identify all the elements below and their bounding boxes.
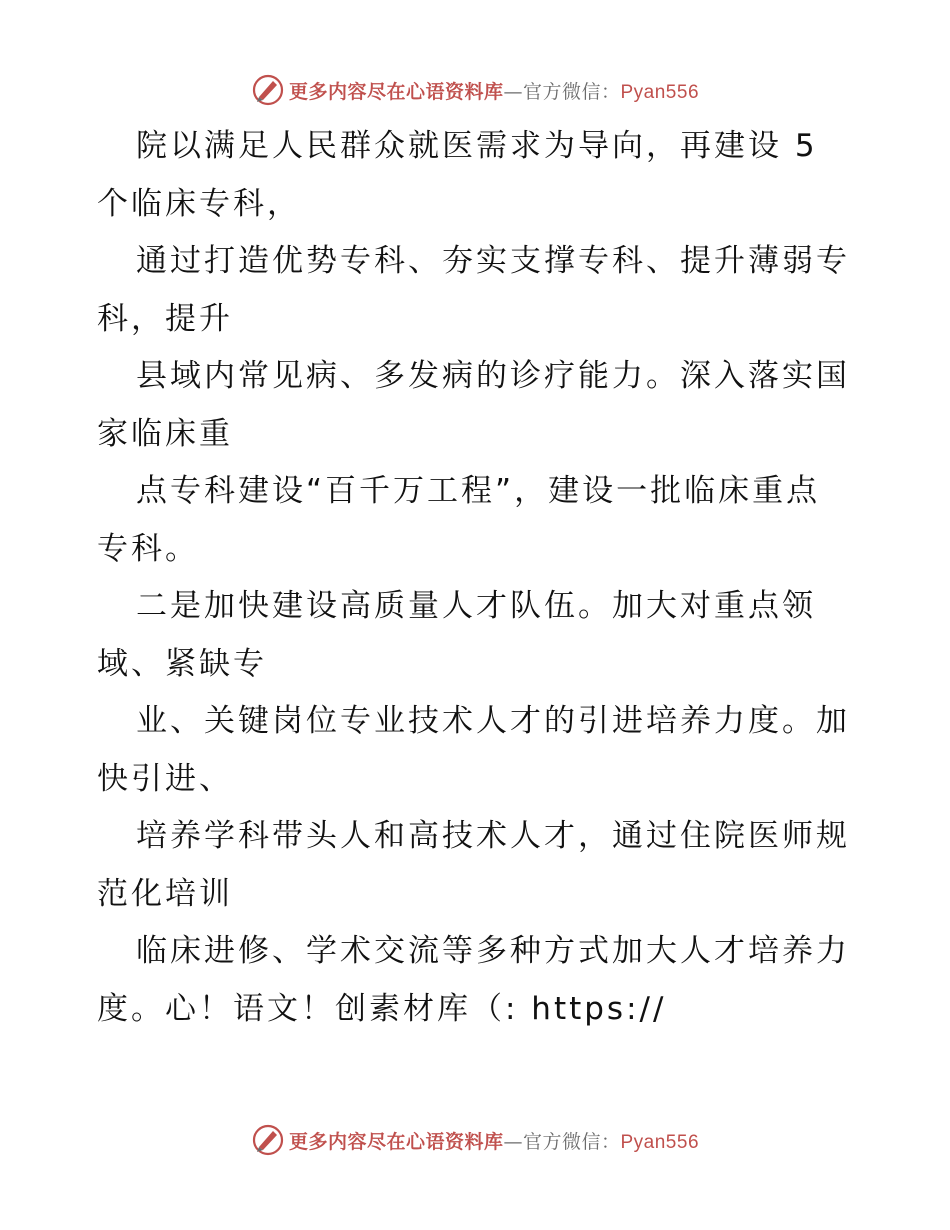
paragraph-line: 科，提升: [97, 300, 233, 337]
footer-dash: —: [503, 1130, 523, 1153]
footer-text: [289, 1127, 699, 1154]
document-body: [97, 118, 857, 1038]
paragraph-line: 域、紧缺专: [97, 645, 267, 682]
footer-banner-inner: [251, 1123, 699, 1157]
footer-wechat-label: 官方微信：: [522, 1130, 621, 1153]
header-text: [289, 77, 699, 104]
paragraph-line: 临床进修、学术交流等多种方式加大人才培养力: [136, 933, 850, 969]
paragraph-line: 院以满足人民群众就医需求为导向，再建设 5: [136, 128, 818, 164]
paragraph-line: 县域内常见病、多发病的诊疗能力。深入落实国: [136, 358, 850, 394]
footer-wechat-id: Pyan556: [620, 1131, 700, 1153]
header-banner: [0, 70, 950, 110]
paragraph-line: 培养学科带头人和高技术人才，通过住院医师规: [136, 818, 850, 854]
header-title: 更多内容尽在心语资料库: [288, 80, 504, 103]
header-dash: —: [503, 80, 523, 103]
header-wechat-label: 官方微信：: [522, 80, 621, 103]
footer-title: 更多内容尽在心语资料库: [288, 1130, 504, 1153]
paragraph-line: 家临床重: [97, 415, 233, 452]
paragraph-line: 点专科建设“百千万工程”，建设一批临床重点: [136, 473, 821, 509]
paragraph-line: 专科。: [97, 530, 199, 567]
footer-banner: [0, 1120, 950, 1160]
paragraph-line: 度。心！语文！创素材库（: https://: [97, 990, 667, 1027]
paragraph-line: 快引进、: [97, 760, 233, 797]
paragraph-line: 范化培训: [97, 875, 233, 912]
paragraph-line: 二是加快建设高质量人才队伍。加大对重点领: [136, 588, 816, 624]
paragraph-line: 通过打造优势专科、夯实支撑专科、提升薄弱专: [136, 243, 850, 279]
header-banner-inner: [251, 73, 699, 107]
pen-logo-icon: [251, 1123, 285, 1157]
paragraph-line: 个临床专科，: [97, 185, 301, 222]
pen-logo-icon: [251, 73, 285, 107]
paragraph-line: 业、关键岗位专业技术人才的引进培养力度。加: [136, 703, 850, 739]
header-wechat-id: Pyan556: [620, 81, 700, 103]
